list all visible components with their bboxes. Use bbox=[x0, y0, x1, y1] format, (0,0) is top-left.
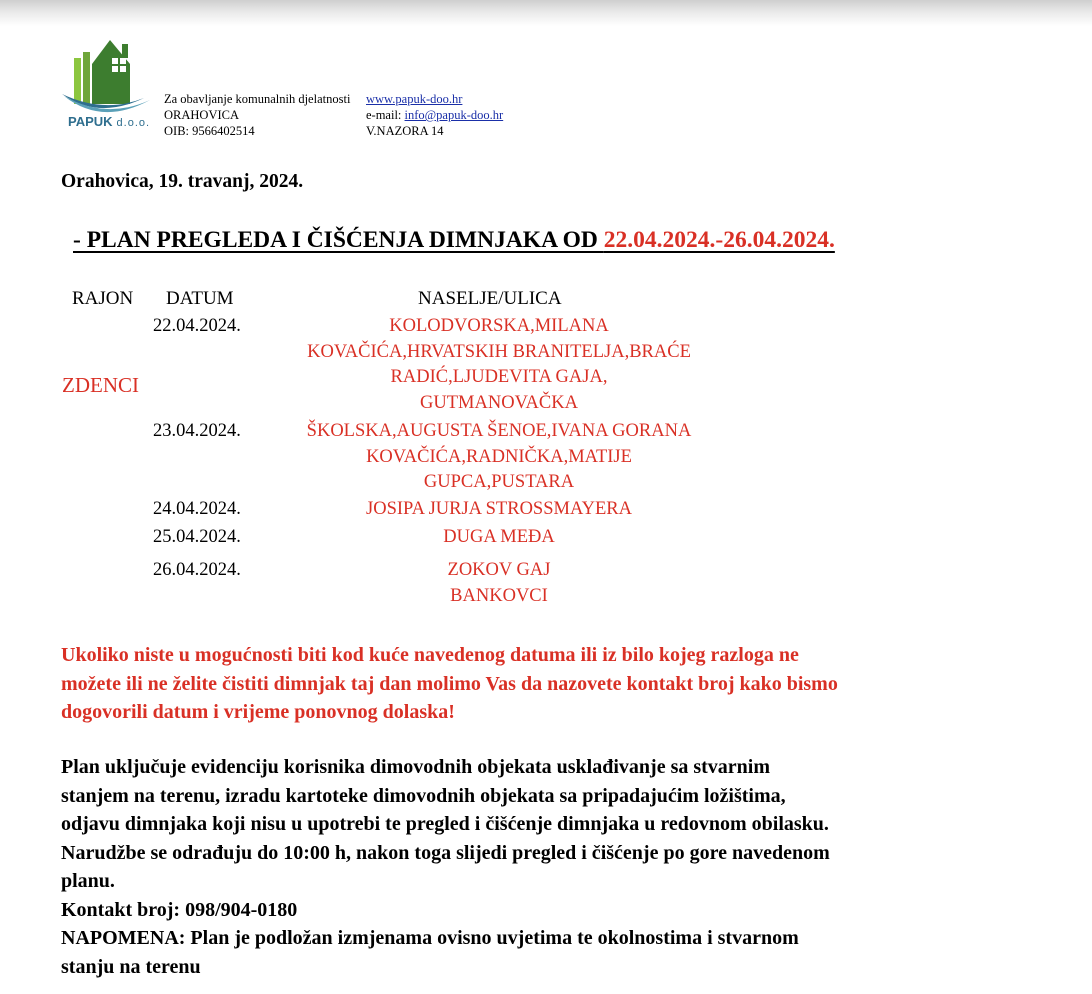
street-line: KOVAČIĆA,RADNIČKA,MATIJE bbox=[366, 446, 632, 467]
row-streets bbox=[272, 497, 726, 523]
row-date: 22.04.2024. bbox=[153, 316, 241, 336]
street-line: KOVAČIĆA,HRVATSKIH BRANITELJA,BRAĆE bbox=[307, 341, 691, 362]
info-line: Plan uključuje evidenciju korisnika dimovodnih objekata usklađivanje sa stvarnim bbox=[61, 756, 771, 778]
title-date-range: 22.04.2024.-26.04.2024. bbox=[603, 227, 835, 253]
company-info-left bbox=[164, 91, 350, 139]
street-line: RADIĆ,LJUDEVITA GAJA, bbox=[390, 367, 608, 387]
company-info-right bbox=[366, 91, 503, 139]
logo-suffix: d.o.o. bbox=[116, 117, 151, 129]
row-date: 25.04.2024. bbox=[153, 527, 241, 547]
header-naselje: NASELJE/ULICA bbox=[418, 288, 562, 309]
warning-line: dogovorili datum i vrijeme ponovnog dolaska! bbox=[61, 701, 455, 723]
company-address: V.NAZORA 14 bbox=[366, 124, 444, 138]
street-line: JOSIPA JURJA STROSSMAYERA bbox=[366, 499, 632, 519]
row-streets bbox=[272, 525, 726, 551]
warning-paragraph bbox=[61, 641, 1021, 727]
info-line: planu. bbox=[61, 870, 115, 892]
email-label: e-mail: bbox=[366, 108, 402, 122]
rajon-name: ZDENCI bbox=[62, 373, 139, 397]
warning-line: možete ili ne želite čistiti dimnjak taj dan molimo Vas da nazovete kontakt broj kako bismo bbox=[61, 672, 838, 695]
contact-number: Kontakt broj: 098/904-0180 bbox=[61, 898, 298, 921]
company-city: ORAHOVICA bbox=[164, 108, 239, 122]
logo-name: PAPUK bbox=[68, 114, 113, 129]
street-line: KOLODVORSKA,MILANA bbox=[389, 316, 609, 336]
info-line: Narudžbe se odrađuju do 10:00 h, nakon toga slijedi pregled i čišćenje po gore navedenom bbox=[61, 841, 830, 864]
company-oib: OIB: 9566402514 bbox=[164, 124, 255, 138]
title-prefix: - PLAN PREGLEDA I ČIŠĆENJA DIMNJAKA OD bbox=[73, 227, 604, 253]
info-paragraph bbox=[61, 753, 1061, 981]
website-link[interactable]: www.papuk-doo.hr bbox=[366, 92, 463, 106]
row-streets bbox=[272, 419, 726, 496]
street-line: GUTMANOVAČKA bbox=[420, 392, 578, 413]
info-line: stanjem na terenu, izradu kartoteke dimovodnih objekata sa pripadajućim ložištima, bbox=[61, 784, 786, 807]
top-edge-shadow bbox=[0, 0, 1092, 26]
note-line: NAPOMENA: Plan je podložan izmjenama ovisno uvjetima te okolnostima i stvarnom bbox=[61, 927, 799, 949]
street-line: BANKOVCI bbox=[450, 585, 548, 606]
row-date: 26.04.2024. bbox=[153, 560, 241, 580]
street-line: DUGA MEĐA bbox=[443, 527, 555, 547]
row-streets bbox=[272, 558, 726, 609]
header-rajon: RAJON bbox=[72, 288, 134, 309]
warning-line: Ukoliko niste u mogućnosti biti kod kuće navedenog datuma ili iz bilo kojeg razloga ne bbox=[61, 644, 799, 666]
row-date: 23.04.2024. bbox=[153, 421, 241, 441]
company-activity: Za obavljanje komunalnih djelatnosti bbox=[164, 92, 351, 106]
note-line: stanju na terenu bbox=[61, 955, 201, 978]
street-line: ZOKOV GAJ bbox=[447, 560, 551, 580]
info-line: odjavu dimnjaka koji nisu u upotrebi te pregled i čišćenje dimnjaka u redovnom obilasku. bbox=[61, 813, 829, 835]
header-datum: DATUM bbox=[166, 288, 234, 309]
street-line: GUPCA,PUSTARA bbox=[423, 472, 575, 492]
document-date: Orahovica, 19. travanj, 2024. bbox=[61, 171, 304, 192]
row-date: 24.04.2024. bbox=[153, 499, 241, 519]
document-title bbox=[73, 227, 835, 254]
street-line: ŠKOLSKA,AUGUSTA ŠENOE,IVANA GORANA bbox=[306, 421, 692, 441]
row-streets bbox=[272, 314, 726, 416]
logo-wordmark bbox=[68, 114, 150, 129]
email-link[interactable]: info@papuk-doo.hr bbox=[404, 108, 504, 122]
